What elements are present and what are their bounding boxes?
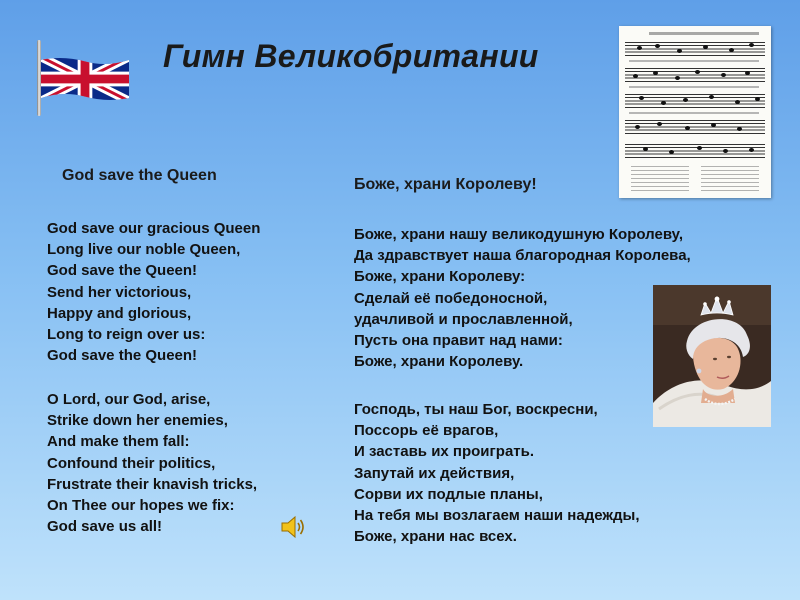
english-heading: God save the Queen	[62, 167, 217, 184]
lyric-line: Strike down her enemies,	[47, 412, 228, 430]
lyric-line: Да здравствует наша благородная Королева,	[354, 247, 691, 265]
slide-title: Гимн Великобритании	[163, 38, 539, 74]
lyric-line: Confound their politics,	[47, 454, 216, 472]
lyric-line: Send her victorious,	[47, 283, 192, 301]
english-verse-1	[47, 218, 260, 366]
sheet-music-image	[619, 26, 771, 198]
lyric-line: Боже, храни нас всех.	[354, 528, 517, 546]
lyric-line: И заставь их проиграть.	[354, 443, 535, 461]
lyric-line: Поссорь её врагов,	[354, 422, 499, 440]
lyric-line: На тебя мы возлагаем наши надежды,	[354, 507, 640, 525]
lyric-line: Сделай её победоносной,	[354, 289, 548, 307]
russian-verse-1	[354, 224, 691, 372]
russian-verse-2	[354, 399, 640, 547]
portrait-svg	[653, 285, 771, 427]
lyric-line: O Lord, our God, arise,	[47, 391, 211, 408]
lyric-line: Боже, храни нашу великодушную Королеву,	[354, 226, 684, 243]
lyric-line: удачливой и прославленной,	[354, 310, 573, 328]
queen-portrait-image	[653, 285, 771, 427]
lyric-line: Боже, храни Королеву.	[354, 353, 524, 371]
lyric-line: God save us all!	[47, 518, 163, 536]
lyric-line: Frustrate their knavish tricks,	[47, 475, 258, 493]
union-jack-flag-icon	[34, 38, 130, 120]
lyric-line: On Thee our hopes we fix:	[47, 497, 235, 515]
russian-heading: Боже, храни Королеву!	[354, 176, 537, 193]
lyric-line: Сорви их подлые планы,	[354, 485, 543, 503]
lyric-line: And make them fall:	[47, 433, 190, 451]
speaker-icon[interactable]	[280, 515, 306, 539]
lyric-line: Happy and glorious,	[47, 304, 192, 322]
lyric-line: Long live our noble Queen,	[47, 241, 241, 259]
union-jack-svg	[41, 52, 129, 106]
lyric-line: God save the Queen!	[47, 347, 198, 365]
lyric-line: God save the Queen!	[47, 262, 198, 280]
english-verse-2	[47, 389, 257, 537]
lyric-line: Запутай их действия,	[354, 464, 515, 482]
lyric-line: Long to reign over us:	[47, 326, 206, 344]
lyric-line: God save our gracious Queen	[47, 220, 261, 237]
lyric-line: Господь, ты наш Бог, воскресни,	[354, 401, 598, 418]
lyric-line: Боже, храни Королеву:	[354, 268, 526, 286]
lyric-line: Пусть она правит над нами:	[354, 332, 563, 350]
